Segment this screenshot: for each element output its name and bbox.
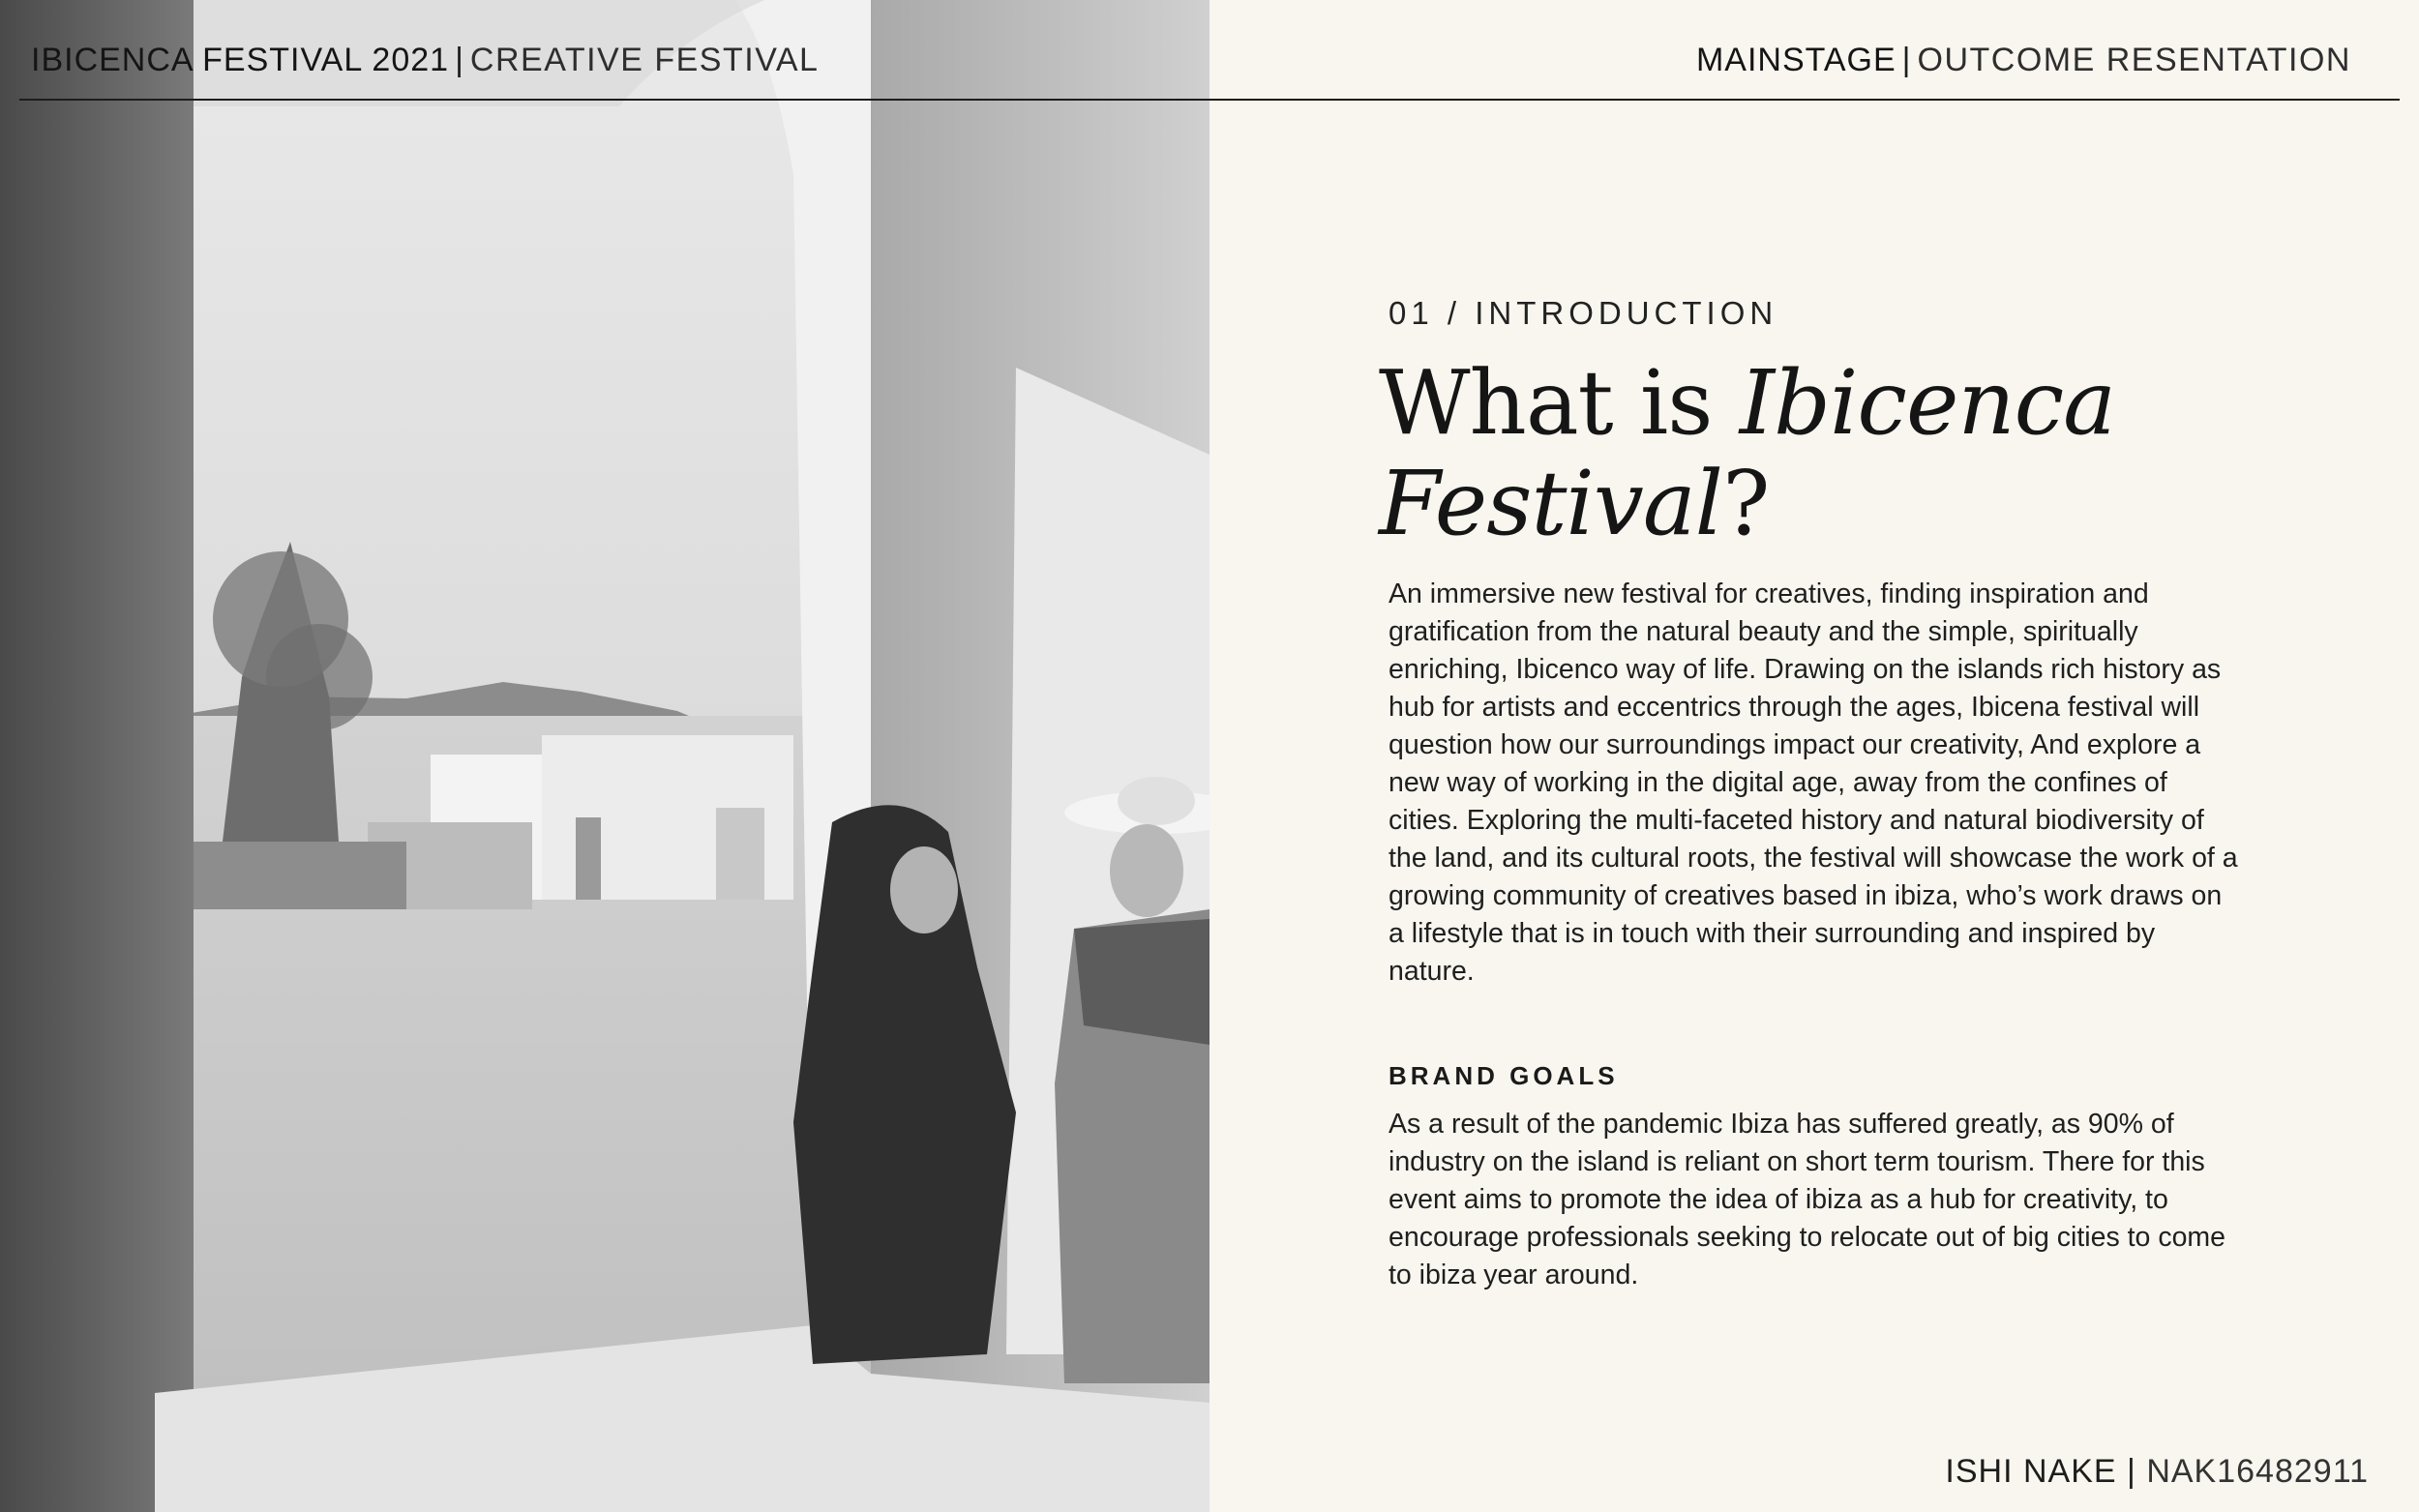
headline-plain: What is bbox=[1379, 351, 1740, 455]
festival-title: IBICENCA FESTIVAL 2021 bbox=[31, 42, 450, 78]
author-footer bbox=[1945, 1453, 2369, 1491]
headline-italic-1: Ibicenca bbox=[1739, 351, 2116, 455]
section-label: 01 / INTRODUCTION bbox=[1389, 295, 1778, 331]
festival-subtitle: CREATIVE FESTIVAL bbox=[469, 42, 820, 78]
page-title bbox=[1379, 353, 2346, 554]
intro-paragraph: An immersive new festival for creatives, finding inspiration and gratification from the natural beauty and the simple, spiritually enriching, Ibicenco way of life. Drawing on the islands rich history as hub for artists and eccentrics through the ages, Ibicena festival will question how our surroundings impact our creativity, And explore a new way of working in the digital age, away from the confines of cities. Exploring the multi-faceted history and natural biodiversity of the land, and its cultural roots, the festival will showcase the work of a growing community of creatives based in ibiza, who’s work draws on a lifestyle that is in touch with their surrounding and inspired by nature. bbox=[1389, 578, 2238, 987]
author-id: NAK16482911 bbox=[2146, 1453, 2369, 1490]
stage-title: MAINSTAGE bbox=[1695, 42, 1896, 78]
brand-goals-paragraph: As a result of the pandemic Ibiza has suffered greatly, as 90% of industry on the island is reliant on short term tourism. There for this event aims to promote the idea of ibiza as a hub for creativity, to encourage professionals seeking to relocate out of big cities to come to ibiza year around. bbox=[1389, 1109, 2226, 1290]
header-right bbox=[1696, 39, 2351, 81]
brand-goals-heading: BRAND GOALS bbox=[1389, 1061, 1619, 1090]
header-separator: | bbox=[455, 42, 464, 78]
footer-separator: | bbox=[2127, 1453, 2136, 1490]
author-name: ISHI NAKE bbox=[1945, 1453, 2117, 1490]
headline-end: ? bbox=[1722, 452, 1770, 555]
headline-italic-2: Festival bbox=[1379, 452, 1723, 555]
header-separator-right: | bbox=[1901, 42, 1912, 78]
header-left bbox=[31, 39, 819, 81]
header-divider bbox=[19, 99, 2400, 101]
stage-subtitle: OUTCOME RESENTATION bbox=[1917, 42, 2351, 78]
